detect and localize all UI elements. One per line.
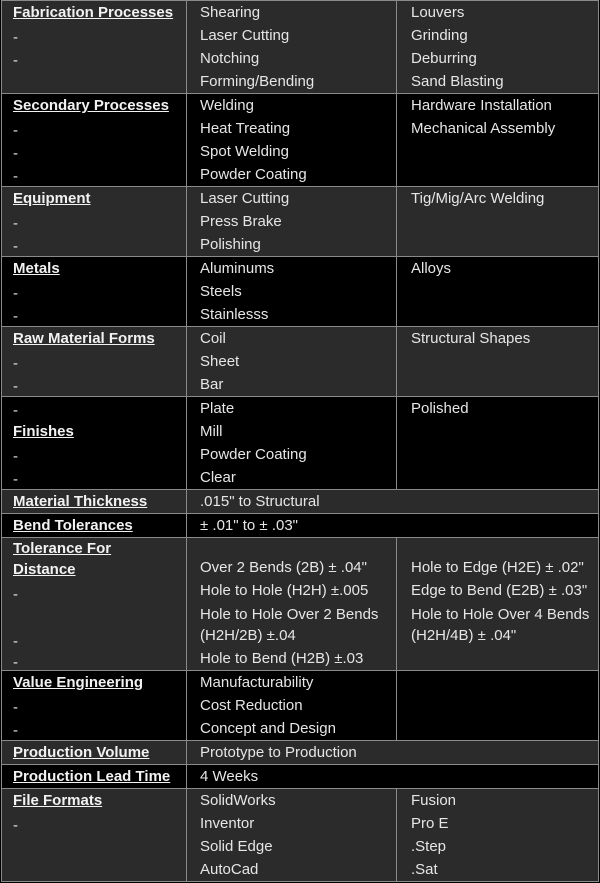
dash: - [13, 122, 18, 139]
tolerance-item: Hole to Hole Over 4 Bends [411, 606, 590, 623]
dash: - [13, 168, 18, 185]
tolerance-item: (H2H/2B) ±.04 [200, 627, 296, 644]
dash: - [13, 355, 18, 372]
list-item: Coil [200, 330, 226, 347]
list-item: Forming/Bending [200, 73, 315, 90]
list-item: Concept and Design [200, 720, 336, 737]
tolerance-item: Over 2 Bends (2B) ± .04" [200, 559, 367, 576]
list-item: .Sat [411, 861, 438, 878]
list-item: Laser Cutting [200, 190, 290, 207]
row-finishes [2, 397, 599, 490]
list-item: Plate [200, 400, 235, 417]
row-bend-tolerances [2, 514, 599, 538]
list-item: .Step [411, 838, 447, 855]
row-label: Fabrication Processes [13, 4, 174, 21]
list-item: Polishing [200, 236, 261, 253]
row-label: Bend Tolerances [13, 517, 133, 534]
row-production-volume [2, 741, 599, 765]
list-item: Inventor [200, 815, 255, 832]
row-value-engineering [2, 671, 599, 741]
tolerance-item: (H2H/4B) ± .04" [411, 627, 517, 644]
list-item: Welding [200, 97, 254, 114]
tolerance-item: Hole to Hole (H2H) ±.005 [200, 582, 369, 599]
dash: - [13, 52, 18, 69]
tolerance-item: Hole to Edge (H2E) ± .02" [411, 559, 584, 576]
row-secondary-processes [2, 94, 599, 187]
list-item: Laser Cutting [200, 27, 290, 44]
dash: - [13, 633, 18, 650]
list-item: Mechanical Assembly [411, 120, 556, 137]
list-item: Spot Welding [200, 143, 289, 160]
row-label-line2: Distance [13, 561, 76, 578]
list-item: Sheet [200, 353, 240, 370]
list-item: Cost Reduction [200, 697, 303, 714]
list-item: Heat Treating [200, 120, 291, 137]
dash: - [13, 378, 18, 395]
row-label: Secondary Processes [13, 97, 169, 114]
tolerance-item: Hole to Hole Over 2 Bends [200, 606, 379, 623]
row-label: Metals [13, 260, 60, 277]
row-label-line1: Tolerance For [13, 540, 112, 557]
row-tolerance-for-distance [2, 538, 599, 671]
dash: - [13, 308, 18, 325]
tolerance-item: Hole to Bend (H2B) ±.03 [200, 650, 364, 667]
row-label: Production Lead Time [13, 768, 171, 785]
row-material-thickness [2, 490, 599, 514]
list-item: Louvers [411, 4, 465, 21]
row-raw-material-forms [2, 327, 599, 397]
list-item: Fusion [411, 792, 457, 809]
list-item: Sand Blasting [411, 73, 504, 90]
list-item: Hardware Installation [411, 97, 552, 114]
row-value: 4 Weeks [200, 768, 259, 785]
row-value: Prototype to Production [200, 744, 357, 761]
list-item: Polished [411, 400, 469, 417]
dash: - [13, 238, 18, 255]
capabilities-table [1, 0, 599, 882]
list-item: Structural Shapes [411, 330, 531, 347]
list-item: Grinding [411, 27, 468, 44]
list-item: AutoCad [200, 861, 259, 878]
dash: - [13, 215, 18, 232]
row-equipment [2, 187, 599, 257]
list-item: Mill [200, 423, 223, 440]
row-label: Equipment [13, 190, 91, 207]
row-label: Production Volume [13, 744, 150, 761]
row-fabrication-processes [2, 1, 599, 94]
row-value: .015" to Structural [200, 493, 320, 510]
list-item: Solid Edge [200, 838, 273, 855]
list-item: SolidWorks [200, 792, 276, 809]
list-item: Clear [200, 469, 236, 486]
row-file-formats [2, 789, 599, 882]
dash: - [13, 699, 18, 716]
row-label: Finishes [13, 423, 74, 440]
dash: - [13, 145, 18, 162]
list-item: Pro E [411, 815, 449, 832]
list-item: Tig/Mig/Arc Welding [411, 190, 545, 207]
dash: - [13, 448, 18, 465]
row-label: Value Engineering [13, 674, 144, 691]
dash: - [13, 586, 18, 603]
dash: - [13, 654, 18, 671]
row-label: Material Thickness [13, 493, 148, 510]
row-metals [2, 257, 599, 327]
dash: - [13, 29, 18, 46]
list-item: Shearing [200, 4, 261, 21]
row-production-lead-time [2, 765, 599, 789]
tolerance-item: Edge to Bend (E2B) ± .03" [411, 582, 588, 599]
row-value: ± .01" to ± .03" [200, 517, 298, 534]
row-label: Raw Material Forms [13, 330, 155, 347]
list-item: Notching [200, 50, 260, 67]
dash: - [13, 402, 18, 419]
list-item: Bar [200, 376, 224, 393]
row-label: File Formats [13, 792, 103, 809]
list-item: Press Brake [200, 213, 282, 230]
list-item: Steels [200, 283, 242, 300]
list-item: Manufacturability [200, 674, 314, 691]
list-item: Alloys [411, 260, 452, 277]
dash: - [13, 285, 18, 302]
dash: - [13, 722, 18, 739]
dash: - [13, 817, 18, 834]
list-item: Stainlesss [200, 306, 269, 323]
list-item: Powder Coating [200, 166, 307, 183]
list-item: Aluminums [200, 260, 275, 277]
list-item: Powder Coating [200, 446, 307, 463]
dash: - [13, 471, 18, 488]
list-item: Deburring [411, 50, 477, 67]
